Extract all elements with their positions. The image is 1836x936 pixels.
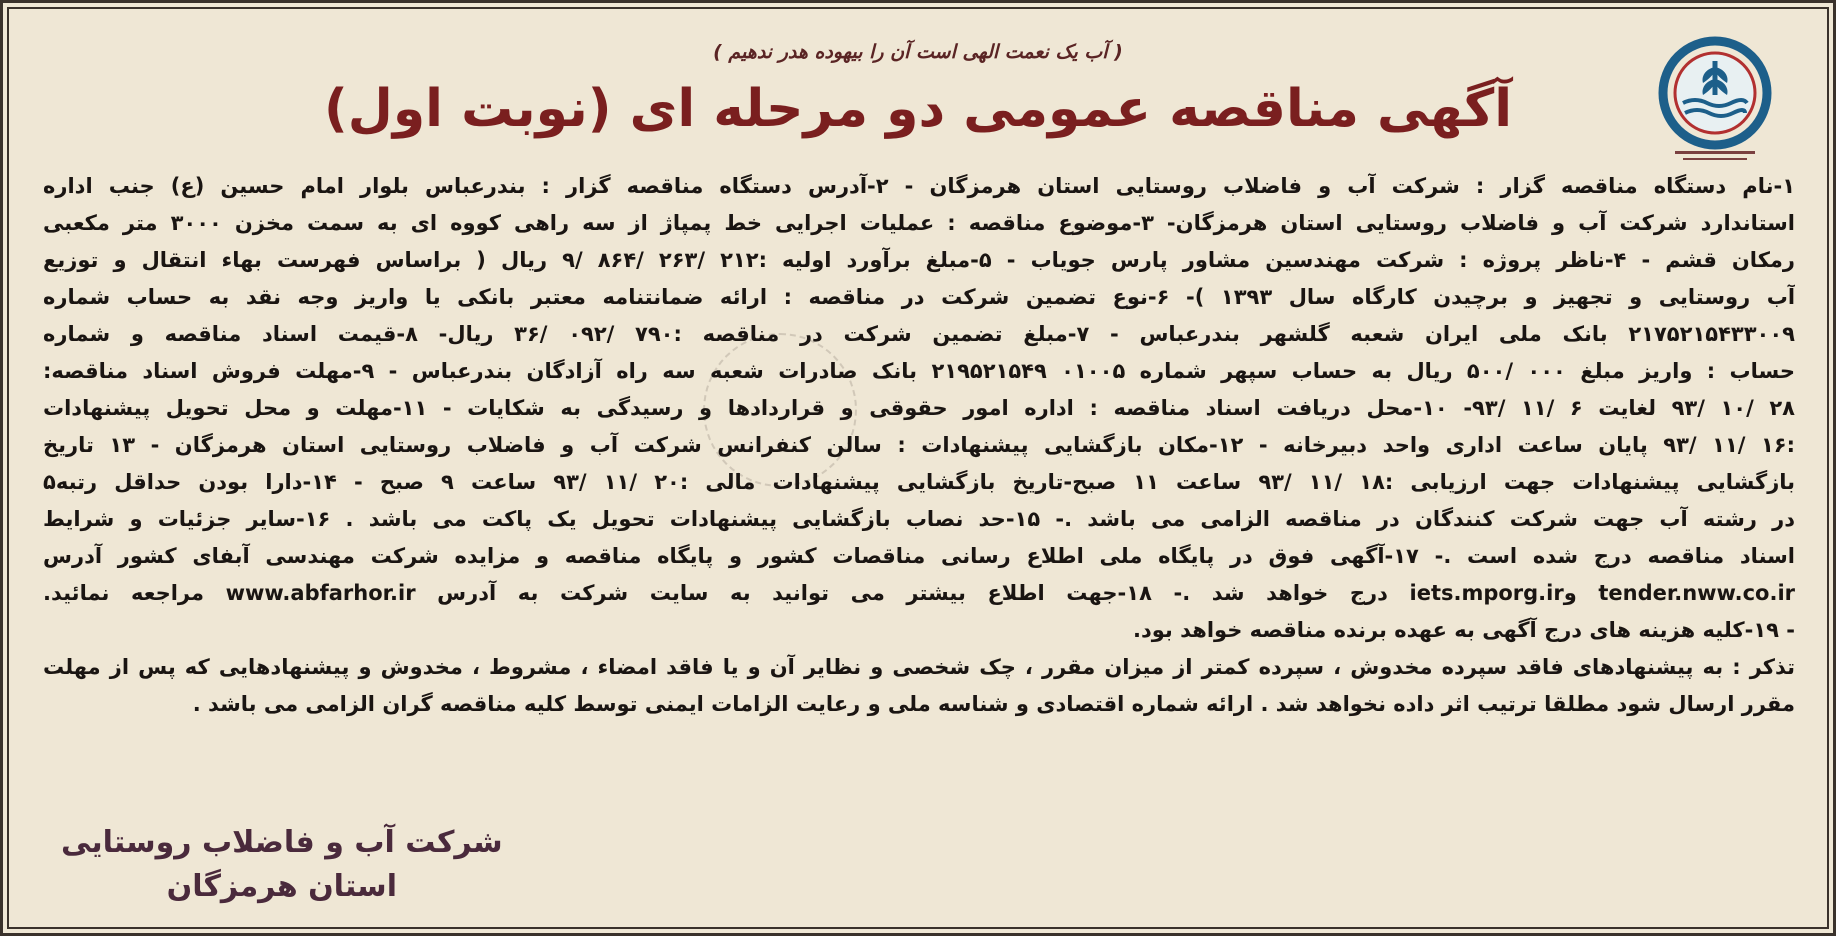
body-line: در رشته آب جهت شرکت کنندگان در مناقصه الزامی می باشد .- ۱۵-حد نصاب بازگشایی پیشنهادات تحویل یک پاکت می باشد . ۱۶-سایر جزئیات و شرایط [43,507,1795,531]
body-line: :۱۶ /۱۱ /۹۳ پایان ساعت اداری واحد دبیرخانه - ۱۲-مکان بازگشایی پیشنهادات : سالن کنفرانس شرکت آب و فاضلاب روستایی استان هرمزگان - ۱۳ تاریخ [43,433,1795,457]
body-line: ۲۱۷۵۲۱۵۴۳۳۰۰۹ بانک ملی ایران شعبه گلشهر بندرعباس - ۷-مبلغ تضمین شرکت در مناقصه :۷۹۰ /۰۹۲ /۳۶ ریال- ۸-قیمت اسناد مناقصه و شماره [43,322,1795,346]
body-line: - ۱۹-کلیه هزینه های درج آگهی به عهده برنده مناقصه خواهد بود. [1133,618,1795,642]
body-line: ۱-نام دستگاه مناقصه گزار : شرکت آب و فاضلاب روستایی استان هرمزگان - ۲-آدرس دستگاه مناقصه گزار : بندرعباس بلوار امام حسین (ع) جنب اداره [43,174,1795,198]
signature-company: شرکت آب و فاضلاب روستایی [61,825,503,860]
signature-block [61,821,503,909]
slogan: ( آب یک نعمت الهی است آن را بیهوده هدر ندهیم ) [713,41,1123,63]
body-line: اسناد مناقصه درج شده است .- ۱۷-آگهی فوق در پایگاه ملی اطلاع رسانی مناقصات کشور و پایگاه مناقصه و مزایده شرکت مهندسی آبفای کشور آدرس [43,544,1795,568]
body-line: آب روستایی و تجهیز و برچیدن کارگاه سال ۱۳۹۳ )- ۶-نوع تضمین شرکت در مناقصه : ارائه ضمانتنامه معتبر بانکی یا واریز وجه نقد به حساب شماره [43,285,1795,309]
body-line: بازگشایی پیشنهادات جهت ارزیابی :۱۸ /۱۱ /۹۳ ساعت ۱۱ صبح-تاریخ بازگشایی پیشنهادات مالی :۲۰ /۱۱ /۹۳ ساعت ۹ صبح - ۱۴-دارا بودن حداقل رتبه۵ [43,470,1795,494]
body-line: ۲۸ /۱۰ /۹۳ لغایت ۶ /۱۱ /۹۳- ۱۰-محل دریافت اسناد مناقصه : اداره امور حقوقی و قراردادها و رسیدگی به شکایات - ۱۱-مهلت و محل تحویل پیشنهادات [43,396,1795,420]
body-line: حساب : واریز مبلغ ۰۰۰ /۵۰۰ ریال به حساب سپهر شماره ۰۱۰۰۵ ۲۱۹۵۲۱۵۴۹ بانک صادرات شعبه سه راه آزادگان بندرعباس - ۹-مهلت فروش اسناد مناقصه: [43,359,1795,383]
notice-title: آگهی مناقصه عمومی دو مرحله ای (نوبت اول) [323,79,1513,139]
body-line: رمکان قشم - ۴-ناظر پروژه : شرکت مهندسین مشاور پارس جویاب - ۵-مبلغ برآورد اولیه :۲۱۲ /۲۶۳ /۸۶۴ /۹ ریال ( براساس فهرست بهاء انتقال و توزیع [43,248,1795,272]
notice-body [43,168,1795,723]
body-line: استاندارد شرکت آب و فاضلاب روستایی استان هرمزگان- ۳-موضوع مناقصه : عملیات اجرایی خط پمپاژ از سه راهی کووه ای به سمت مخزن ۳۰۰۰ متر مکعبی [43,211,1795,235]
signature-province: استان هرمزگان [166,869,397,904]
body-line: tender.nww.co.ir وiets.mporg.ir درج خواهد شد .- ۱۸-جهت اطلاع بیشتر می توانید به سایت شرکت به آدرس www.abfarhor.ir مراجعه نمائید. [43,581,1795,605]
body-line: تذکر : به پیشنهادهای فاقد سپرده مخدوش ، سپرده کمتر از میزان مقرر ، چک شخصی و نظایر آن و یا فاقد امضاء ، مشروط ، مخدوش و پیشنهادهایی که پس از مهلت [43,655,1795,679]
body-line: مقرر ارسال شود مطلقا ترتیب اثر داده نخواهد شد . ارائه شماره اقتصادی و شناسه ملی و رعایت الزامات ایمنی توسط کلیه مناقصه گران الزامی می باشد . [192,692,1795,716]
